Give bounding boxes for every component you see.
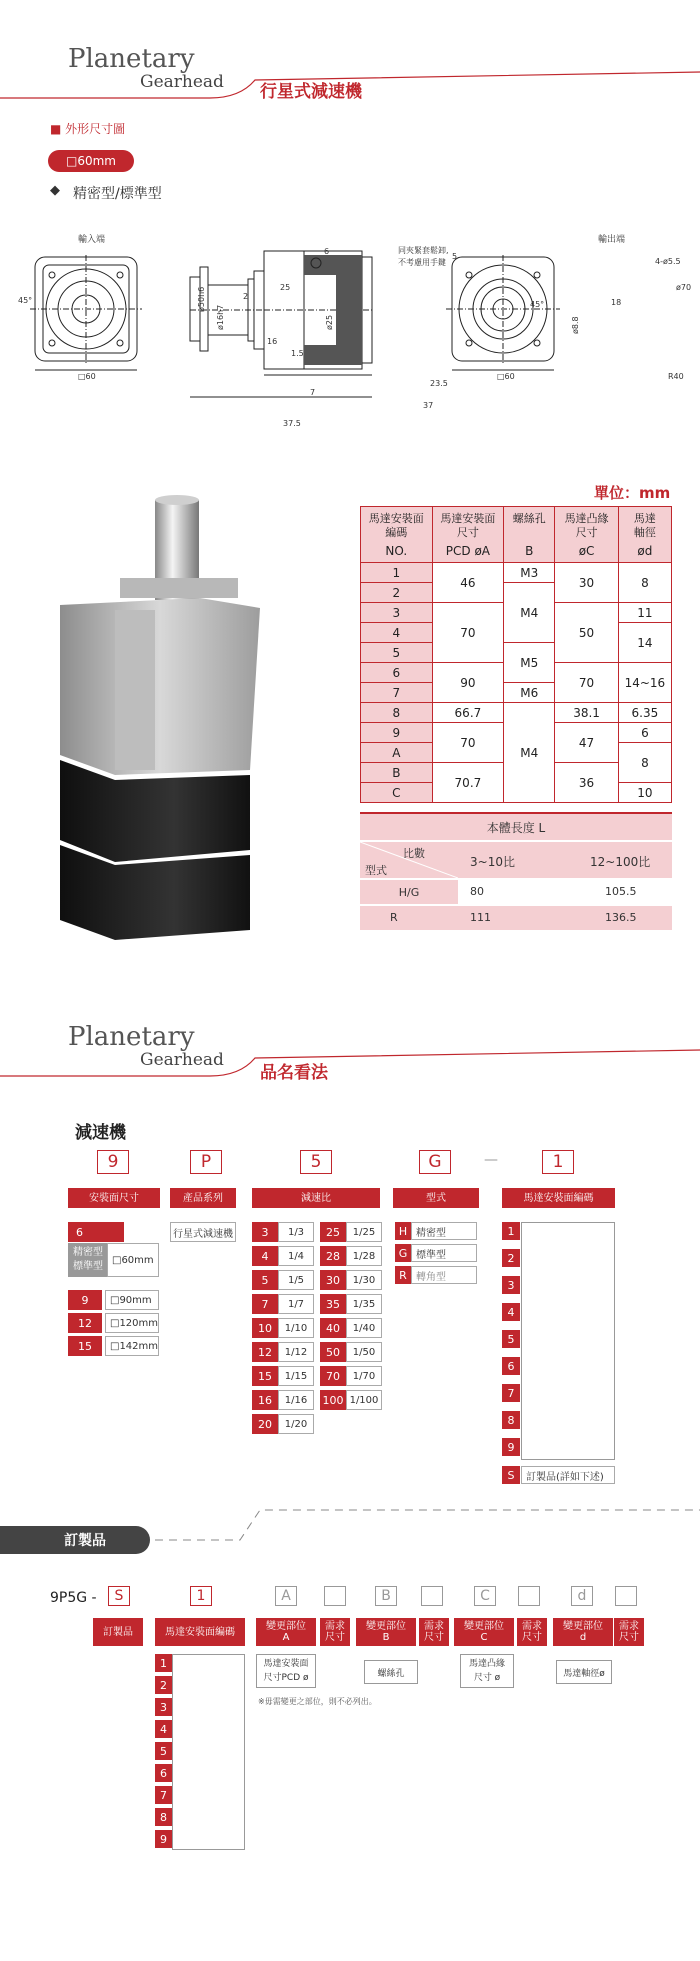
code-d: d	[571, 1586, 593, 1606]
hdr-shaft-l2: 軸徑	[633, 525, 656, 539]
pcd-cell: 70.7	[432, 763, 504, 803]
bar-need-a	[320, 1618, 350, 1646]
bar-change-b-l1: 變更部位	[366, 1621, 406, 1632]
ratio-value: 1/30	[346, 1270, 382, 1290]
code-d-need	[615, 1586, 637, 1606]
input-end-label: 輸入端	[78, 235, 106, 245]
desc-c-l1: 馬達凸緣	[468, 1659, 505, 1669]
desc-a-l1: 馬達安裝面	[263, 1659, 309, 1669]
unit-label: 單位：mm	[594, 484, 671, 502]
ratio-item	[252, 1246, 316, 1266]
spec-table	[360, 506, 672, 803]
size-label-142: □142mm	[105, 1336, 159, 1356]
bar-need-b-l2: 尺寸	[424, 1632, 444, 1643]
ratio-item	[252, 1318, 316, 1338]
screw-cell: M4	[504, 583, 555, 643]
hdr-pcd-l1: 馬達安裝面	[440, 511, 496, 525]
bar-change-d-l1: 變更部位	[563, 1621, 603, 1632]
ratio-code: 3	[252, 1222, 278, 1242]
bar-custom: 訂製品	[93, 1618, 143, 1646]
size-6-subtypes	[68, 1243, 108, 1277]
spec-header-row	[361, 507, 672, 563]
code-a-need	[324, 1586, 346, 1606]
pcd-cell: 46	[432, 563, 504, 603]
ratio-value: 1/12	[278, 1342, 314, 1362]
ratio-value: 1/7	[278, 1294, 314, 1314]
brand-planetary-2: Planetary	[68, 1022, 195, 1052]
no-cell: 3	[361, 603, 433, 623]
motor-code-s: S	[502, 1466, 520, 1484]
custom-motor-box	[172, 1654, 245, 1850]
ratio-value: 1/10	[278, 1318, 314, 1338]
dim-1-5: 1.5	[291, 349, 304, 358]
motor-code: 3	[502, 1276, 520, 1294]
brand-planetary: Planetary	[68, 44, 195, 74]
bar-need-d-l2: 尺寸	[619, 1632, 639, 1643]
type-value: 轉角型	[411, 1266, 477, 1284]
motor-code: 6	[502, 1357, 520, 1375]
custom-dash-line	[150, 1505, 700, 1545]
type-item	[395, 1222, 481, 1240]
length-type-r: R	[390, 911, 398, 924]
code-s: S	[108, 1586, 130, 1606]
ratio-item	[320, 1294, 384, 1314]
size-badge: □60mm	[48, 150, 134, 172]
section-title-naming: 品名看法	[260, 1063, 328, 1083]
code-dash: —	[484, 1152, 498, 1168]
custom-motor-code: 9	[155, 1830, 172, 1848]
hdr-pcd-l2: 尺寸	[456, 525, 479, 539]
shaft-cell: 14	[618, 623, 671, 663]
shaft-cell: 6	[618, 723, 671, 743]
ratio-value: 1/16	[278, 1390, 314, 1410]
motor-code-list	[502, 1222, 520, 1465]
ratio-code: 12	[252, 1342, 278, 1362]
ratio-value: 1/20	[278, 1414, 314, 1434]
ratio-value: 1/15	[278, 1366, 314, 1386]
ratio-value: 1/100	[346, 1390, 382, 1410]
dim-phi70: ø70	[676, 283, 692, 292]
ratio-code: 4	[252, 1246, 278, 1266]
length-hg-v2: 105.5	[605, 885, 637, 898]
custom-motor-code: 6	[155, 1764, 172, 1782]
type-item	[395, 1244, 481, 1262]
dim-25: 25	[280, 283, 291, 292]
desc-b: 螺絲孔	[364, 1660, 418, 1684]
type-text: 精密型/標準型	[73, 186, 162, 202]
brand-gearhead-2: Gearhead	[140, 1050, 224, 1070]
no-cell: 6	[361, 663, 433, 683]
ratio-item	[252, 1222, 316, 1242]
dim-phi50: ø50h6	[197, 286, 206, 312]
dim-23-5: 23.5	[430, 379, 448, 388]
motor-code: 8	[502, 1411, 520, 1429]
bar-change-d-l2: d	[579, 1632, 587, 1643]
ratio-code: 40	[320, 1318, 346, 1338]
ratio-code: 100	[320, 1390, 346, 1410]
output-end-label: 輸出端	[598, 235, 626, 245]
dim-phi8: ø8.8	[571, 316, 580, 334]
motor-code: 1	[502, 1222, 520, 1240]
type-code: G	[395, 1244, 411, 1262]
bar-need-b-l1: 需求	[424, 1621, 444, 1632]
hdr-flange	[555, 507, 618, 563]
dim-4-phi5-5: 4-ø5.5	[655, 257, 681, 266]
ratio-item	[252, 1342, 316, 1362]
motor-code: 4	[502, 1303, 520, 1321]
desc-a	[256, 1654, 316, 1688]
length-hg-v1: 80	[470, 885, 484, 898]
no-cell: 9	[361, 723, 433, 743]
ratio-code: 50	[320, 1342, 346, 1362]
ratio-list-left	[252, 1222, 316, 1438]
ratio-item	[252, 1294, 316, 1314]
ratio-code: 25	[320, 1222, 346, 1242]
right-square-dim: □60	[497, 372, 515, 381]
desc-c-l2: 尺寸 ø	[473, 1673, 501, 1683]
shaft-cell: 10	[618, 783, 671, 803]
custom-motor-code: 4	[155, 1720, 172, 1738]
size-label-60: □60mm	[107, 1243, 159, 1277]
custom-motor-code: 2	[155, 1676, 172, 1694]
ratio-code: 10	[252, 1318, 278, 1338]
bar-change-b	[356, 1618, 416, 1646]
note-line-2: 不考慮用手鍵	[398, 258, 446, 267]
pcd-cell: 70	[432, 603, 504, 663]
flange-cell: 38.1	[555, 703, 618, 723]
size-label-120: □120mm	[105, 1313, 159, 1333]
model-prefix: 9P5G -	[50, 1590, 97, 1606]
motor-code-box	[521, 1222, 615, 1460]
header-swoosh-2	[0, 1038, 700, 1078]
ratio-code: 30	[320, 1270, 346, 1290]
bar-size: 安裝面尺寸	[68, 1188, 160, 1208]
code-1: 1	[190, 1586, 212, 1606]
dim-5: 5	[452, 252, 458, 261]
code-series: P	[190, 1150, 222, 1174]
ratio-list-right	[320, 1222, 384, 1414]
ratio-code: 35	[320, 1294, 346, 1314]
desc-c	[460, 1654, 514, 1688]
hdr-flange-l1: 馬達凸緣	[564, 511, 609, 525]
no-cell: B	[361, 763, 433, 783]
size-code-15: 15	[68, 1336, 102, 1356]
series-label: 行星式減速機	[170, 1222, 236, 1242]
no-cell: C	[361, 783, 433, 803]
screw-cell: M5	[504, 643, 555, 683]
dim-phi25: ø25	[325, 314, 334, 330]
ratio-code: 7	[252, 1294, 278, 1314]
hdr-screw	[504, 507, 555, 563]
ratio-code: 16	[252, 1390, 278, 1410]
pcd-cell: 90	[432, 663, 504, 703]
subhead-outline: ■ 外形尺寸圖	[50, 122, 126, 136]
motor-code: 9	[502, 1438, 520, 1456]
ratio-item	[320, 1270, 384, 1290]
bar-change-c-l2: C	[480, 1632, 488, 1643]
dim-16: 16	[267, 337, 278, 346]
desc-a-l2: 尺寸PCD ø	[263, 1673, 309, 1683]
screw-cell: M6	[504, 683, 555, 703]
type-code: H	[395, 1222, 411, 1240]
hdr-no-l1: 馬達安裝面	[368, 511, 424, 525]
bar-change-c-l1: 變更部位	[464, 1621, 504, 1632]
size-6-sub2: 標準型	[73, 1261, 103, 1272]
hdr-pcd	[432, 507, 504, 563]
bar-change-a-l2: A	[282, 1632, 290, 1643]
ratio2-label: 12~100比	[590, 855, 651, 869]
desc-d: 馬達軸徑ø	[556, 1660, 612, 1684]
bar-need-c-l2: 尺寸	[522, 1632, 542, 1643]
no-cell: 8	[361, 703, 433, 723]
ratio-item	[320, 1318, 384, 1338]
ratio-item	[320, 1366, 384, 1386]
ratio-value: 1/28	[346, 1246, 382, 1266]
ratio-code: 28	[320, 1246, 346, 1266]
custom-motor-list	[155, 1654, 172, 1852]
dim-37: 37	[423, 401, 434, 410]
hdr-no-l3: NO.	[385, 543, 408, 558]
angle-left: 45°	[18, 296, 33, 305]
custom-motor-code: 1	[155, 1654, 172, 1672]
bar-need-a-l2: 尺寸	[325, 1632, 345, 1643]
custom-motor-code: 3	[155, 1698, 172, 1716]
ratio-item	[320, 1342, 384, 1362]
bar-series: 產品系列	[170, 1188, 236, 1208]
dim-r40: R40	[668, 372, 684, 381]
code-type: G	[419, 1150, 451, 1174]
hdr-shaft-l1: 馬達	[633, 511, 656, 525]
ratio-value: 1/4	[278, 1246, 314, 1266]
naming-heading: 減速機	[75, 1123, 126, 1143]
dim-37-5: 37.5	[283, 419, 301, 428]
size-label-90: □90mm	[105, 1290, 159, 1310]
type-label: 型式	[365, 864, 387, 877]
ratio-label: 比數	[403, 847, 425, 860]
size-6-sub1: 精密型	[73, 1247, 103, 1258]
dim-7: 7	[310, 388, 316, 397]
drawing-note	[398, 245, 449, 269]
custom-motor-code: 5	[155, 1742, 172, 1760]
ratio-item	[320, 1390, 384, 1410]
bar-type: 型式	[393, 1188, 479, 1208]
hdr-screw-l1: 螺絲孔	[512, 511, 546, 525]
no-cell: 5	[361, 643, 433, 663]
note-line-1: 同夾緊套鬆卸,	[398, 246, 449, 255]
flange-cell: 50	[555, 603, 618, 663]
bar-motor-code: 馬達安裝面編碼	[155, 1618, 245, 1646]
motor-code: 5	[502, 1330, 520, 1348]
screw-cell: M3	[504, 563, 555, 583]
shaft-cell: 11	[618, 603, 671, 623]
bar-change-a-l1: 變更部位	[266, 1621, 306, 1632]
dimension-drawing	[0, 225, 700, 440]
hdr-shaft-l3: ød	[637, 543, 653, 558]
bar-need-a-l1: 需求	[325, 1621, 345, 1632]
bar-need-c-l1: 需求	[522, 1621, 542, 1632]
hdr-flange-l2: 尺寸	[575, 525, 598, 539]
ratio-item	[252, 1366, 316, 1386]
ratio-value: 1/5	[278, 1270, 314, 1290]
type-value: 標準型	[411, 1244, 477, 1262]
ratio-value: 1/50	[346, 1342, 382, 1362]
type-bullet: ◆	[50, 183, 60, 198]
ratio-item	[320, 1222, 384, 1242]
pcd-cell: 70	[432, 723, 504, 763]
shaft-cell: 8	[618, 743, 671, 783]
custom-footnote: ※毋需變更之部位，則不必列出。	[258, 1697, 377, 1706]
screw-cell: M4	[504, 703, 555, 803]
left-square-dim: □60	[78, 372, 96, 381]
code-b: B	[375, 1586, 397, 1606]
code-b-need	[421, 1586, 443, 1606]
size-code-6: 6	[68, 1222, 124, 1242]
motor-code: 2	[502, 1249, 520, 1267]
ratio-code: 20	[252, 1414, 278, 1434]
bar-change-b-l2: B	[382, 1632, 390, 1643]
bar-change-c	[454, 1618, 514, 1646]
code-c-need	[518, 1586, 540, 1606]
ratio-item	[252, 1270, 316, 1290]
flange-cell: 70	[555, 663, 618, 703]
ratio-item	[252, 1414, 316, 1434]
shaft-cell: 14~16	[618, 663, 671, 703]
type-code: R	[395, 1266, 411, 1284]
no-cell: 7	[361, 683, 433, 703]
code-size: 9	[97, 1150, 129, 1174]
length-r-v1: 111	[470, 911, 491, 924]
pcd-cell: 66.7	[432, 703, 504, 723]
ratio-code: 70	[320, 1366, 346, 1386]
no-cell: 4	[361, 623, 433, 643]
ratio-code: 15	[252, 1366, 278, 1386]
bar-motor: 馬達安裝面編碼	[502, 1188, 615, 1208]
ratio-value: 1/70	[346, 1366, 382, 1386]
motor-code: 7	[502, 1384, 520, 1402]
code-ratio: 5	[300, 1150, 332, 1174]
custom-motor-code: 8	[155, 1808, 172, 1826]
ratio-item	[320, 1246, 384, 1266]
bar-change-d	[553, 1618, 613, 1646]
code-c: C	[474, 1586, 496, 1606]
ratio-value: 1/25	[346, 1222, 382, 1242]
ratio-value: 1/3	[278, 1222, 314, 1242]
shaft-cell: 6.35	[618, 703, 671, 723]
ratio-value: 1/40	[346, 1318, 382, 1338]
bar-need-d-l1: 需求	[619, 1621, 639, 1632]
no-cell: 1	[361, 563, 433, 583]
bar-need-d	[614, 1618, 644, 1646]
size-code-9: 9	[68, 1290, 102, 1310]
shaft-cell: 8	[618, 563, 671, 603]
length-r-v2: 136.5	[605, 911, 637, 924]
no-cell: 2	[361, 583, 433, 603]
section-title-outline: 行星式減速機	[260, 82, 362, 102]
flange-cell: 36	[555, 763, 618, 803]
angle-right: 45°	[530, 300, 545, 309]
no-cell: A	[361, 743, 433, 763]
custom-note: 訂製品(詳如下述)	[521, 1466, 615, 1484]
hdr-screw-l3: B	[525, 543, 534, 558]
bar-ratio: 減速比	[252, 1188, 380, 1208]
custom-motor-code: 7	[155, 1786, 172, 1804]
hdr-no-l2: 編碼	[385, 525, 408, 539]
hdr-flange-l3: øC	[578, 543, 595, 558]
type-item	[395, 1266, 481, 1284]
code-a: A	[275, 1586, 297, 1606]
bar-need-b	[419, 1618, 449, 1646]
type-list	[395, 1222, 481, 1288]
ratio-item	[252, 1390, 316, 1410]
code-motor: 1	[542, 1150, 574, 1174]
gearbox-photo	[60, 490, 310, 940]
hdr-no	[361, 507, 433, 563]
flange-cell: 30	[555, 563, 618, 603]
length-type-hg: H/G	[360, 880, 458, 904]
bar-change-a	[256, 1618, 316, 1646]
flange-cell: 47	[555, 723, 618, 763]
ratio1-label: 3~10比	[470, 855, 515, 869]
ratio-code: 5	[252, 1270, 278, 1290]
length-title: 本體長度 L	[360, 812, 672, 840]
bar-need-c	[517, 1618, 547, 1646]
ratio-value: 1/35	[346, 1294, 382, 1314]
type-value: 精密型	[411, 1222, 477, 1240]
dim-phi16: ø16h7	[216, 304, 225, 330]
hdr-shaft	[618, 507, 671, 563]
hdr-pcd-l3: PCD øA	[445, 543, 491, 558]
dim-6: 6	[324, 247, 330, 256]
brand-gearhead: Gearhead	[140, 72, 224, 92]
size-code-12: 12	[68, 1313, 102, 1333]
dim-18: 18	[611, 298, 622, 307]
dim-2: 2	[243, 292, 249, 301]
custom-tag: 訂製品	[0, 1526, 150, 1554]
